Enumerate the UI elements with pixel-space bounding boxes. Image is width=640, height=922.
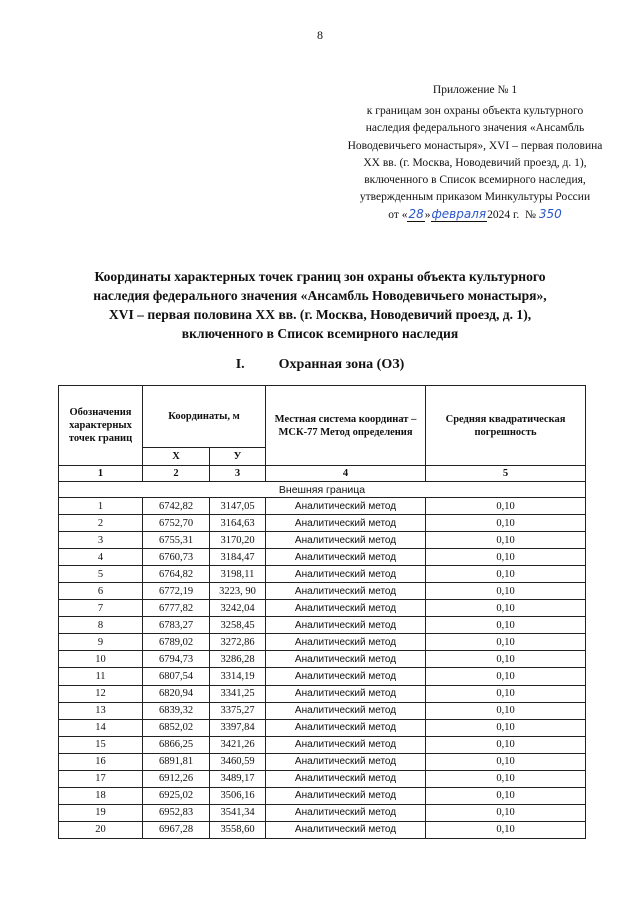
y-value: 3375,27 (210, 702, 266, 719)
method-value: Аналитический метод (266, 600, 426, 617)
error-value: 0,10 (426, 634, 586, 651)
y-value: 3558,60 (210, 821, 266, 838)
appendix-line: к границам зон охраны объекта культурного (366, 105, 584, 118)
error-value: 0,10 (426, 549, 586, 566)
table-row (59, 617, 586, 634)
handwritten-number: 350 (538, 207, 562, 222)
error-value: 0,10 (426, 515, 586, 532)
page-number: 8 (317, 28, 323, 42)
y-value: 3147,05 (210, 498, 266, 515)
y-value: 3489,17 (210, 770, 266, 787)
column-number: 4 (266, 466, 426, 482)
y-value: 3286,28 (210, 651, 266, 668)
x-value: 6852,02 (143, 719, 210, 736)
y-value: 3314,19 (210, 668, 266, 685)
header-designation: Обозначения характерных точек границ (59, 386, 143, 466)
appendix-header (330, 82, 620, 225)
y-value: 3223, 90 (210, 583, 266, 600)
error-value: 0,10 (426, 719, 586, 736)
document-title (40, 267, 600, 343)
point-number: 5 (59, 566, 143, 583)
y-value: 3184,47 (210, 549, 266, 566)
table-row (59, 668, 586, 685)
document-title-line: наследия федерального значения «Ансамбль Новодевичьего монастыря», (93, 288, 547, 303)
method-value: Аналитический метод (266, 566, 426, 583)
method-value: Аналитический метод (266, 498, 426, 515)
point-number: 18 (59, 787, 143, 804)
x-value: 6866,25 (143, 736, 210, 753)
method-value: Аналитический метод (266, 736, 426, 753)
error-value: 0,10 (426, 770, 586, 787)
order-date-line (330, 206, 620, 224)
point-number: 8 (59, 617, 143, 634)
method-value: Аналитический метод (266, 617, 426, 634)
point-number: 15 (59, 736, 143, 753)
method-value: Аналитический метод (266, 515, 426, 532)
method-value: Аналитический метод (266, 753, 426, 770)
y-value: 3341,25 (210, 685, 266, 702)
method-value: Аналитический метод (266, 651, 426, 668)
table-row (59, 515, 586, 532)
point-number: 2 (59, 515, 143, 532)
point-number: 7 (59, 600, 143, 617)
x-value: 6789,02 (143, 634, 210, 651)
error-value: 0,10 (426, 804, 586, 821)
error-value: 0,10 (426, 617, 586, 634)
x-value: 6742,82 (143, 498, 210, 515)
method-value: Аналитический метод (266, 702, 426, 719)
x-value: 6967,28 (143, 821, 210, 838)
method-value: Аналитический метод (266, 549, 426, 566)
point-number: 13 (59, 702, 143, 719)
point-number: 10 (59, 651, 143, 668)
error-value: 0,10 (426, 736, 586, 753)
number-prefix: № (525, 209, 536, 222)
point-number: 3 (59, 532, 143, 549)
point-number: 20 (59, 821, 143, 838)
section-number: I. (235, 357, 245, 372)
column-number: 2 (143, 466, 210, 482)
date-year: 2024 г. (487, 209, 520, 222)
y-value: 3170,20 (210, 532, 266, 549)
handwritten-month: февраля (431, 207, 487, 222)
column-number: 1 (59, 466, 143, 482)
table-row (59, 702, 586, 719)
error-value: 0,10 (426, 685, 586, 702)
method-value: Аналитический метод (266, 719, 426, 736)
x-value: 6772,19 (143, 583, 210, 600)
y-value: 3541,34 (210, 804, 266, 821)
method-value: Аналитический метод (266, 685, 426, 702)
document-title-line: Координаты характерных точек границ зон охраны объекта культурного (94, 269, 546, 284)
appendix-line: XX вв. (г. Москва, Новодевичий проезд, д. 1), (363, 156, 587, 169)
point-number: 9 (59, 634, 143, 651)
error-value: 0,10 (426, 651, 586, 668)
x-value: 6777,82 (143, 600, 210, 617)
x-value: 6755,31 (143, 532, 210, 549)
y-value: 3272,86 (210, 634, 266, 651)
y-value: 3198,11 (210, 566, 266, 583)
handwritten-day: 28 (408, 207, 424, 222)
y-value: 3421,26 (210, 736, 266, 753)
point-number: 6 (59, 583, 143, 600)
date-prefix: от « (388, 209, 408, 222)
appendix-line: наследия федерального значения «Ансамбль (365, 122, 585, 135)
header-y: У (210, 448, 266, 466)
point-number: 16 (59, 753, 143, 770)
header-x: Х (143, 448, 210, 466)
x-value: 6912,26 (143, 770, 210, 787)
error-value: 0,10 (426, 787, 586, 804)
table-row (59, 532, 586, 549)
point-number: 1 (59, 498, 143, 515)
table-row (59, 685, 586, 702)
table-row (59, 634, 586, 651)
method-value: Аналитический метод (266, 634, 426, 651)
appendix-title: Приложение № 1 (432, 84, 518, 96)
point-number: 12 (59, 685, 143, 702)
column-number: 3 (210, 466, 266, 482)
x-value: 6820,94 (143, 685, 210, 702)
method-value: Аналитический метод (266, 787, 426, 804)
table-row (59, 549, 586, 566)
x-value: 6925,02 (143, 787, 210, 804)
point-number: 17 (59, 770, 143, 787)
section-name: Охранная зона (ОЗ) (278, 357, 405, 372)
table-row (59, 719, 586, 736)
x-value: 6764,82 (143, 566, 210, 583)
header-method: Местная система координат – МСК-77 Метод определения (266, 386, 426, 466)
x-value: 6794,73 (143, 651, 210, 668)
x-value: 6891,81 (143, 753, 210, 770)
error-value: 0,10 (426, 821, 586, 838)
y-value: 3397,84 (210, 719, 266, 736)
date-mid: » (424, 209, 431, 222)
error-value: 0,10 (426, 600, 586, 617)
table-row (59, 583, 586, 600)
error-value: 0,10 (426, 753, 586, 770)
method-value: Аналитический метод (266, 804, 426, 821)
method-value: Аналитический метод (266, 532, 426, 549)
appendix-line: утвержденным приказом Минкультуры России (359, 191, 591, 204)
table-row (59, 770, 586, 787)
coordinates-table (58, 385, 586, 839)
document-title-line: включенного в Список всемирного наследия (181, 326, 459, 341)
y-value: 3258,45 (210, 617, 266, 634)
section-title (0, 357, 640, 373)
header-coordinates: Координаты, м (143, 386, 266, 448)
x-value: 6807,54 (143, 668, 210, 685)
point-number: 14 (59, 719, 143, 736)
table-row (59, 821, 586, 838)
table-row (59, 804, 586, 821)
x-value: 6952,83 (143, 804, 210, 821)
x-value: 6783,27 (143, 617, 210, 634)
error-value: 0,10 (426, 498, 586, 515)
method-value: Аналитический метод (266, 583, 426, 600)
table-row (59, 498, 586, 515)
document-title-line: XVI – первая половина XX вв. (г. Москва, Новодевичий проезд, д. 1), (108, 307, 532, 322)
group-label: Внешняя граница (59, 482, 586, 498)
error-value: 0,10 (426, 532, 586, 549)
table-row (59, 736, 586, 753)
method-value: Аналитический метод (266, 668, 426, 685)
table-row (59, 753, 586, 770)
x-value: 6839,32 (143, 702, 210, 719)
y-value: 3242,04 (210, 600, 266, 617)
point-number: 19 (59, 804, 143, 821)
table-row (59, 651, 586, 668)
y-value: 3506,16 (210, 787, 266, 804)
x-value: 6760,73 (143, 549, 210, 566)
method-value: Аналитический метод (266, 770, 426, 787)
y-value: 3460,59 (210, 753, 266, 770)
header-error: Средняя квадратическая погрешность (426, 386, 586, 466)
point-number: 4 (59, 549, 143, 566)
error-value: 0,10 (426, 583, 586, 600)
table-row (59, 566, 586, 583)
appendix-line: включенного в Список всемирного наследия, (364, 174, 586, 187)
table-row (59, 787, 586, 804)
y-value: 3164,63 (210, 515, 266, 532)
appendix-line: Новодевичьего монастыря», XVI – первая половина (347, 139, 603, 152)
error-value: 0,10 (426, 668, 586, 685)
error-value: 0,10 (426, 702, 586, 719)
table-body (59, 498, 586, 839)
x-value: 6752,70 (143, 515, 210, 532)
column-number: 5 (426, 466, 586, 482)
error-value: 0,10 (426, 566, 586, 583)
table-row (59, 600, 586, 617)
method-value: Аналитический метод (266, 821, 426, 838)
point-number: 11 (59, 668, 143, 685)
